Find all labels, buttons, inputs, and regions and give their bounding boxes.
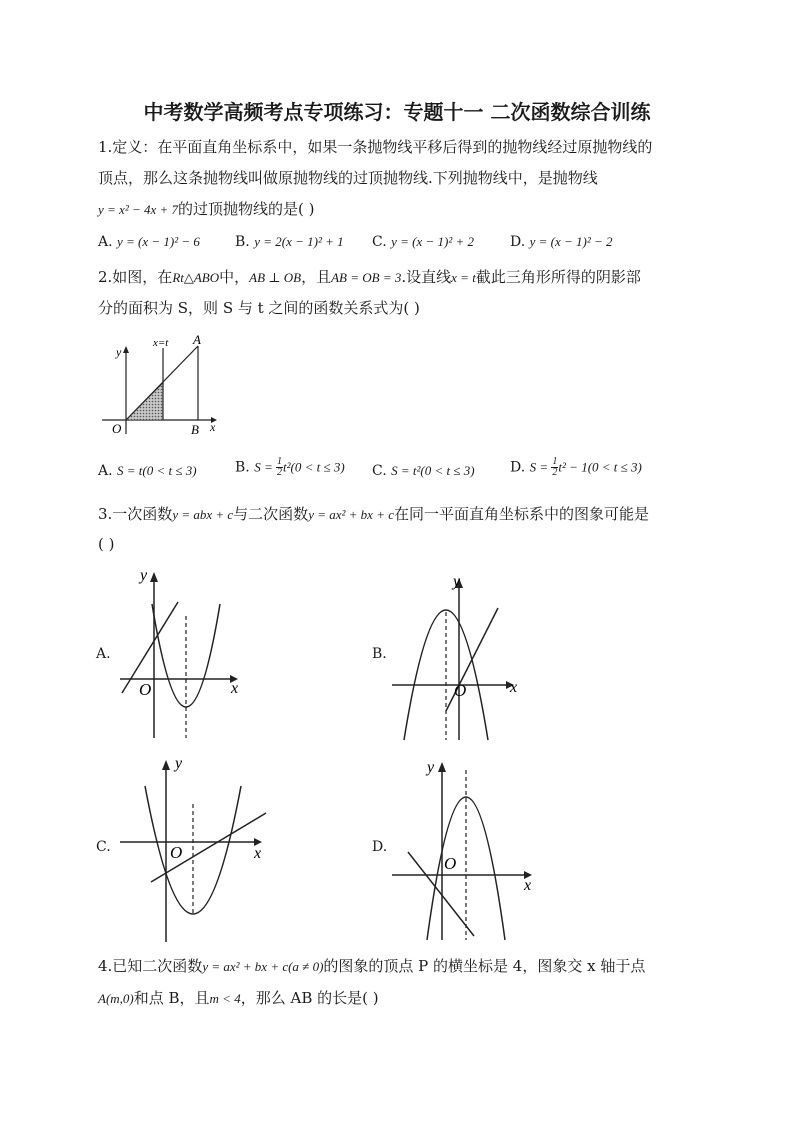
page-title: 中考数学高频考点专项练习：专题十一 二次函数综合训练 [143, 100, 651, 124]
q3-option-d-label[interactable]: D. [372, 839, 388, 855]
q3-line1: 3.一次函数y = abx + c与二次函数y = ax² + bx + c在同一平面直角坐标系中的图象可能是 [98, 505, 649, 523]
q2-option-b[interactable]: B. S = $\frac{1}{2}$ t²(0 < t ≤ 3) [235, 456, 345, 478]
x-label: x [210, 420, 216, 434]
q3-graph-d[interactable] [390, 754, 550, 944]
svg-text:O: O [454, 681, 467, 700]
origin-label: O [112, 421, 122, 436]
svg-text:x: x [231, 680, 239, 697]
svg-text:y: y [453, 573, 461, 590]
svg-text:y: y [427, 759, 435, 776]
svg-text:x: x [254, 845, 262, 862]
q1-line1: 1.定义：在平面直角坐标系中，如果一条抛物线平移后得到的抛物线经过原抛物线的 [98, 138, 653, 156]
svg-text:O: O [139, 680, 152, 699]
point-a-label: A [193, 332, 201, 347]
point-b-label: B [191, 422, 199, 437]
q3-graph-b[interactable] [390, 568, 530, 748]
q1-option-a[interactable]: A. y = (x − 1)² − 6 [98, 234, 200, 250]
svg-text:O: O [444, 854, 457, 873]
svg-text:O: O [170, 843, 183, 862]
q3-graph-a[interactable] [118, 560, 258, 740]
q1-line3-tail: 的过顶抛物线的是( ) [178, 200, 315, 218]
q2-triangle-figure [100, 334, 230, 438]
q1-line3 [98, 198, 315, 219]
q3-line2: ( ) [98, 535, 115, 553]
x-eq-t-label: x=t [153, 337, 169, 349]
svg-text:x: x [510, 679, 518, 696]
q3-option-b-label[interactable]: B. [372, 646, 387, 662]
q2-option-c[interactable]: C. S = t²(0 < t ≤ 3) [372, 463, 475, 479]
svg-text:y: y [175, 755, 183, 772]
q1-line2: 顶点，那么这条抛物线叫做原抛物线的过顶抛物线.下列抛物线中，是抛物线 [98, 169, 598, 187]
svg-text:y: y [140, 567, 148, 584]
q2-option-d[interactable]: D. S = $\frac{1}{2}$ t² − 1(0 < t ≤ 3) [510, 456, 642, 478]
q4-line2: A(m,0)和点 B，且m < 4，那么 AB 的长是( ) [98, 989, 379, 1007]
y-label: y [116, 345, 122, 359]
q1-option-c[interactable]: C. y = (x − 1)² + 2 [372, 234, 475, 250]
q2-line1: 2.如图，在Rt△ABO中，AB ⊥ OB，且AB = OB = 3.设直线x = t截此三角形所得的阴影部 [98, 268, 641, 286]
q3-option-a-label[interactable]: A. [96, 646, 111, 662]
q2-option-a[interactable]: A. S = t(0 < t ≤ 3) [98, 463, 197, 479]
q1-option-b[interactable]: B. y = 2(x − 1)² + 1 [235, 234, 344, 250]
q1-option-d[interactable]: D. y = (x − 1)² − 2 [510, 234, 613, 250]
q4-line1: 4.已知二次函数y = ax² + bx + c(a ≠ 0)的图象的顶点 P 的横坐标是 4，图象交 x 轴于点 [98, 957, 646, 975]
q2-line2: 分的面积为 S，则 S 与 t 之间的函数关系式为( ) [98, 299, 420, 317]
q1-equation: y = x² − 4x + 7 [98, 202, 179, 217]
q3-option-c-label[interactable]: C. [96, 839, 111, 855]
q3-graph-c[interactable] [118, 752, 278, 942]
svg-text:x: x [524, 877, 532, 894]
